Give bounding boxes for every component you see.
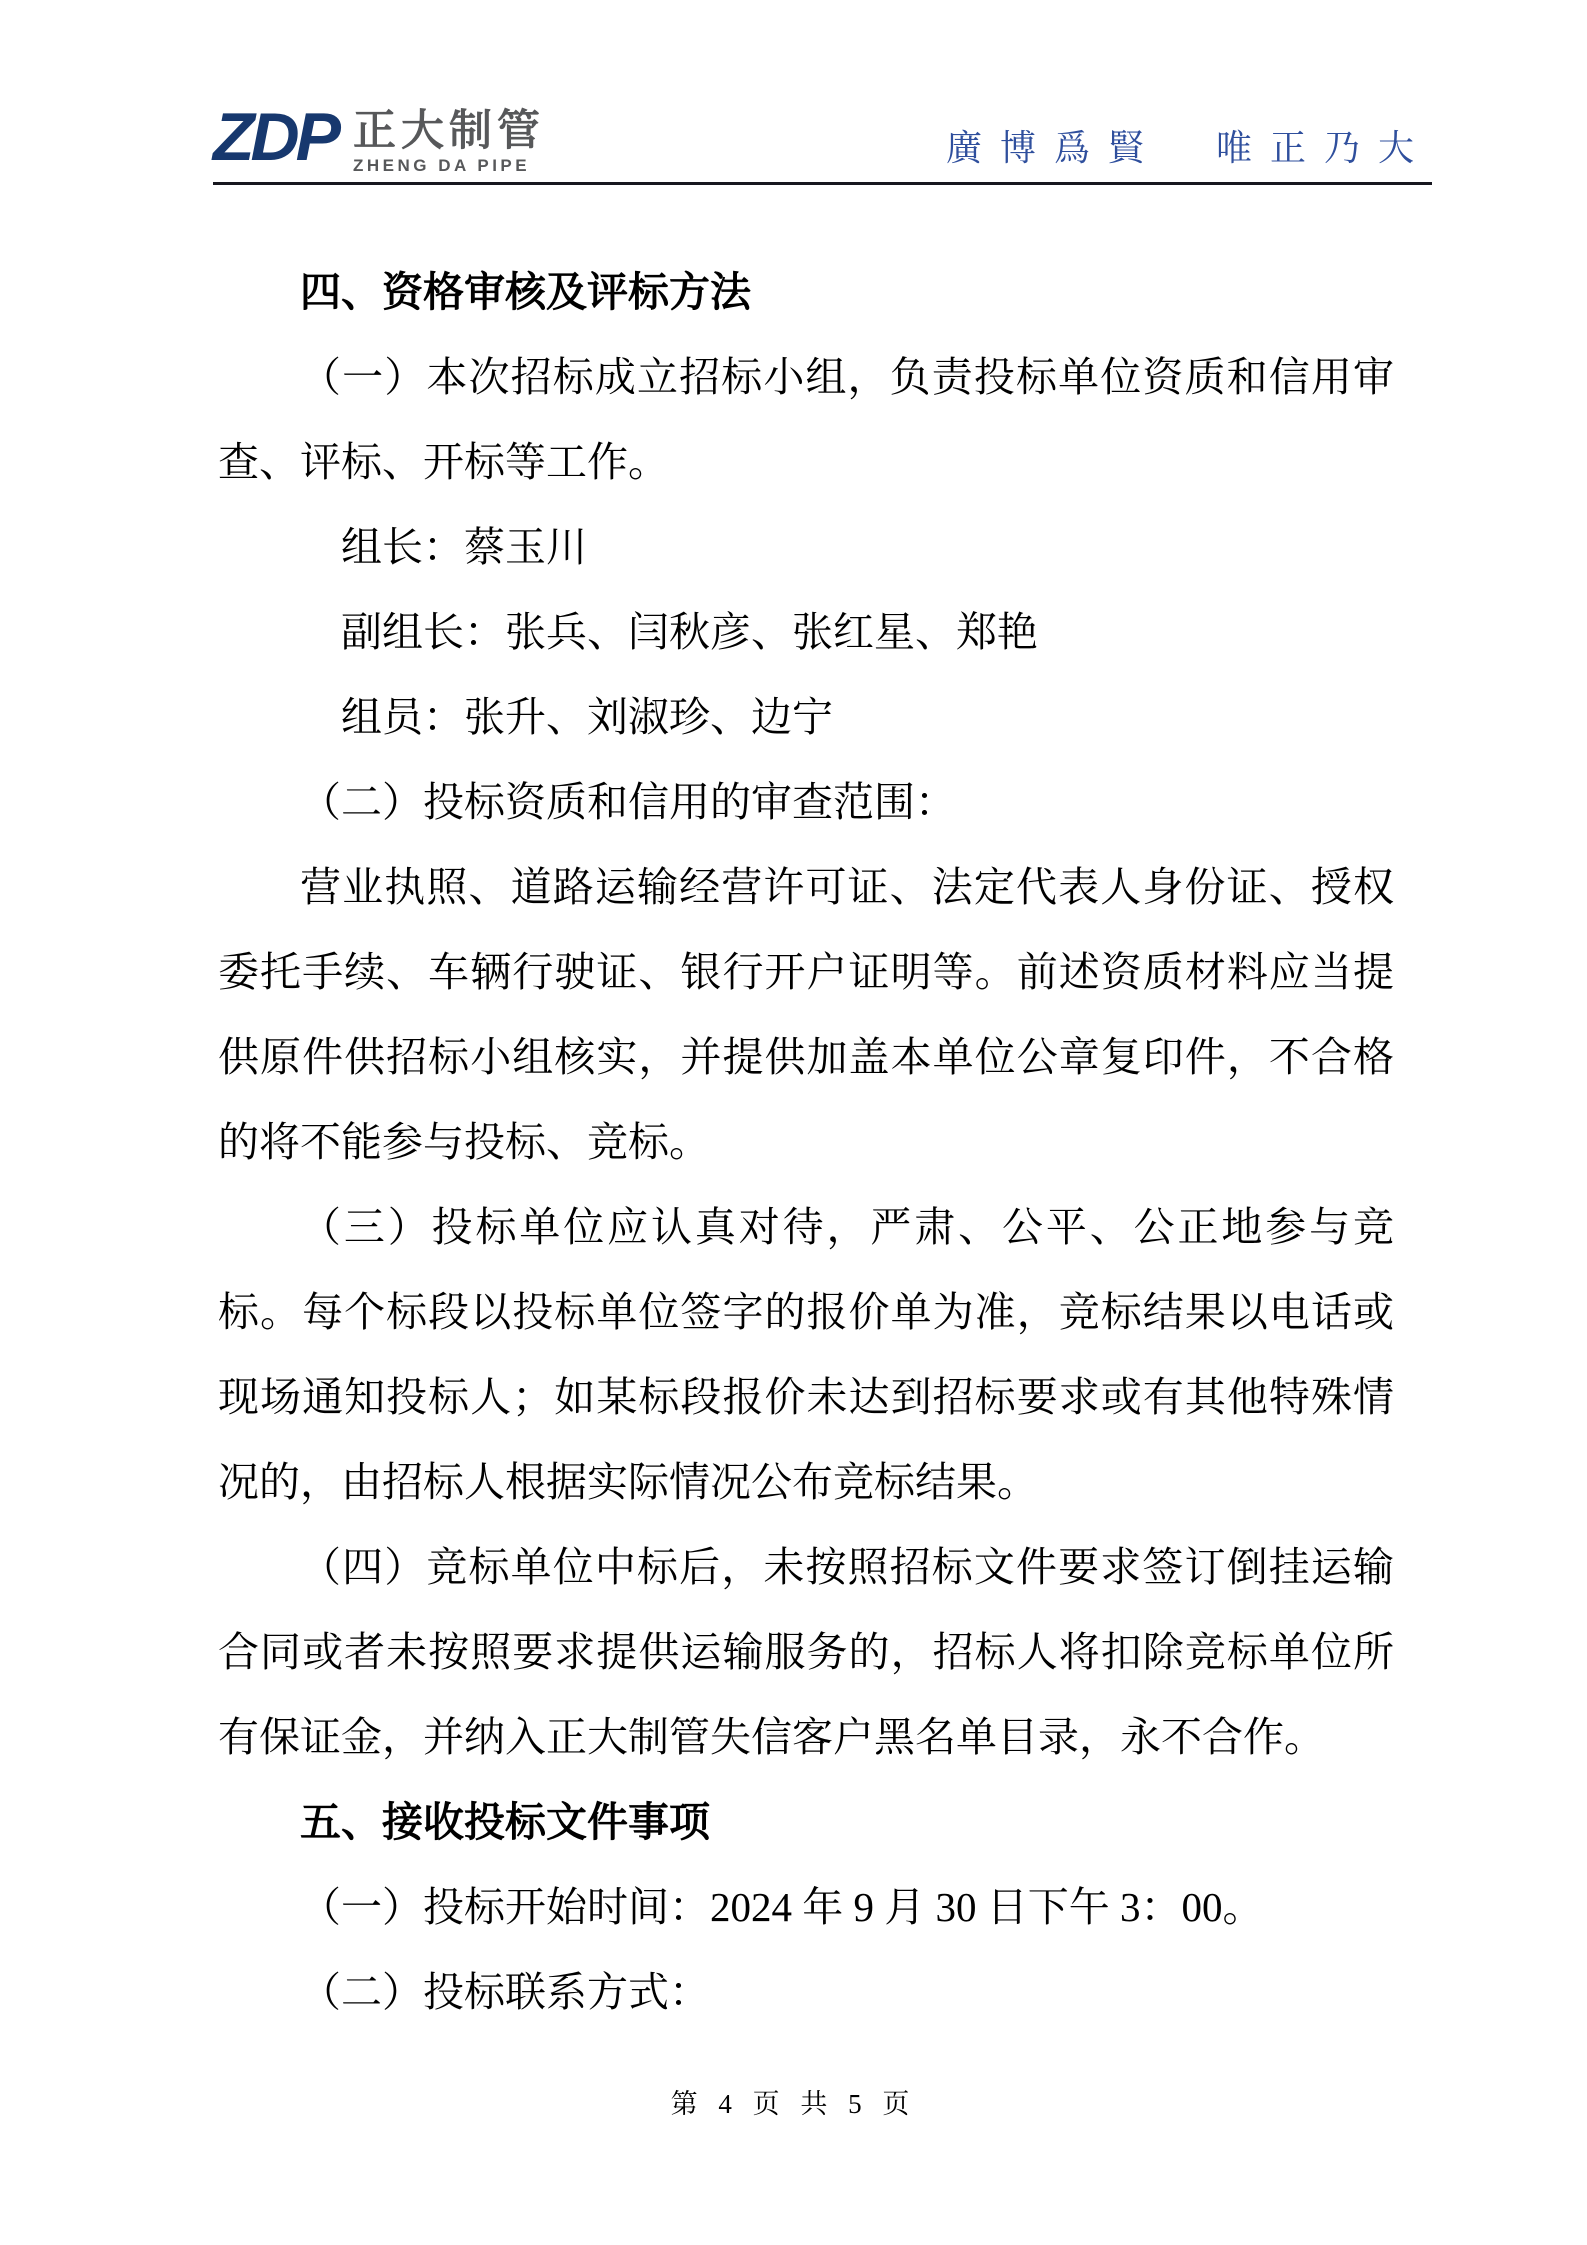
company-name-english: ZHENG DA PIPE: [353, 156, 531, 175]
paragraph: 组长：蔡玉川: [341, 524, 587, 570]
section-heading: 四、资格审核及评标方法: [300, 269, 751, 315]
paragraph: （一）投标开始时间：2024 年 9 月 30 日下午 3：00。: [300, 1884, 1264, 1930]
paragraph: 营业执照、道路运输经营许可证、法定代表人身份证、授权委托手续、车辆行驶证、银行开户证明等。前述资质材料应当提供原件供招标小组核实，并提供加盖本单位公章复印件，不合格的将不能参与投标、竞标。: [218, 864, 1394, 1165]
paragraph: （一）本次招标成立招标小组，负责投标单位资质和信用审查、评标、开标等工作。: [218, 354, 1394, 485]
page-number-indicator: 第 4 页 共 5 页: [670, 2089, 917, 2119]
document-body: [218, 250, 1394, 2035]
paragraph: 副组长：张兵、闫秋彦、张红星、郑艳: [341, 609, 1038, 655]
paragraph: （二）投标资质和信用的审查范围：: [300, 779, 956, 825]
paragraph: （二）投标联系方式：: [300, 1969, 710, 2015]
paragraph: 组员：张升、刘淑珍、边宁: [341, 694, 833, 740]
section-heading: 五、接收投标文件事项: [300, 1799, 710, 1845]
company-name-chinese: 正大制管: [353, 107, 545, 155]
logo-wordmark: [353, 107, 545, 176]
company-logo: [213, 99, 545, 176]
zdp-logo-icon: ZDP: [213, 99, 337, 175]
paragraph: （四）竞标单位中标后，未按照招标文件要求签订倒挂运输合同或者未按照要求提供运输服务的，招标人将扣除竞标单位所有保证金，并纳入正大制管失信客户黑名单目录，永不合作。: [218, 1544, 1394, 1760]
company-motto: 廣博爲賢 唯正乃大: [945, 128, 1432, 168]
page-header: [213, 99, 1432, 185]
paragraph: （三）投标单位应认真对待，严肃、公平、公正地参与竞标。每个标段以投标单位签字的报价单为准，竞标结果以电话或现场通知投标人；如某标段报价未达到招标要求或有其他特殊情况的，由招标人根据实际情况公布竞标结果。: [218, 1204, 1394, 1505]
